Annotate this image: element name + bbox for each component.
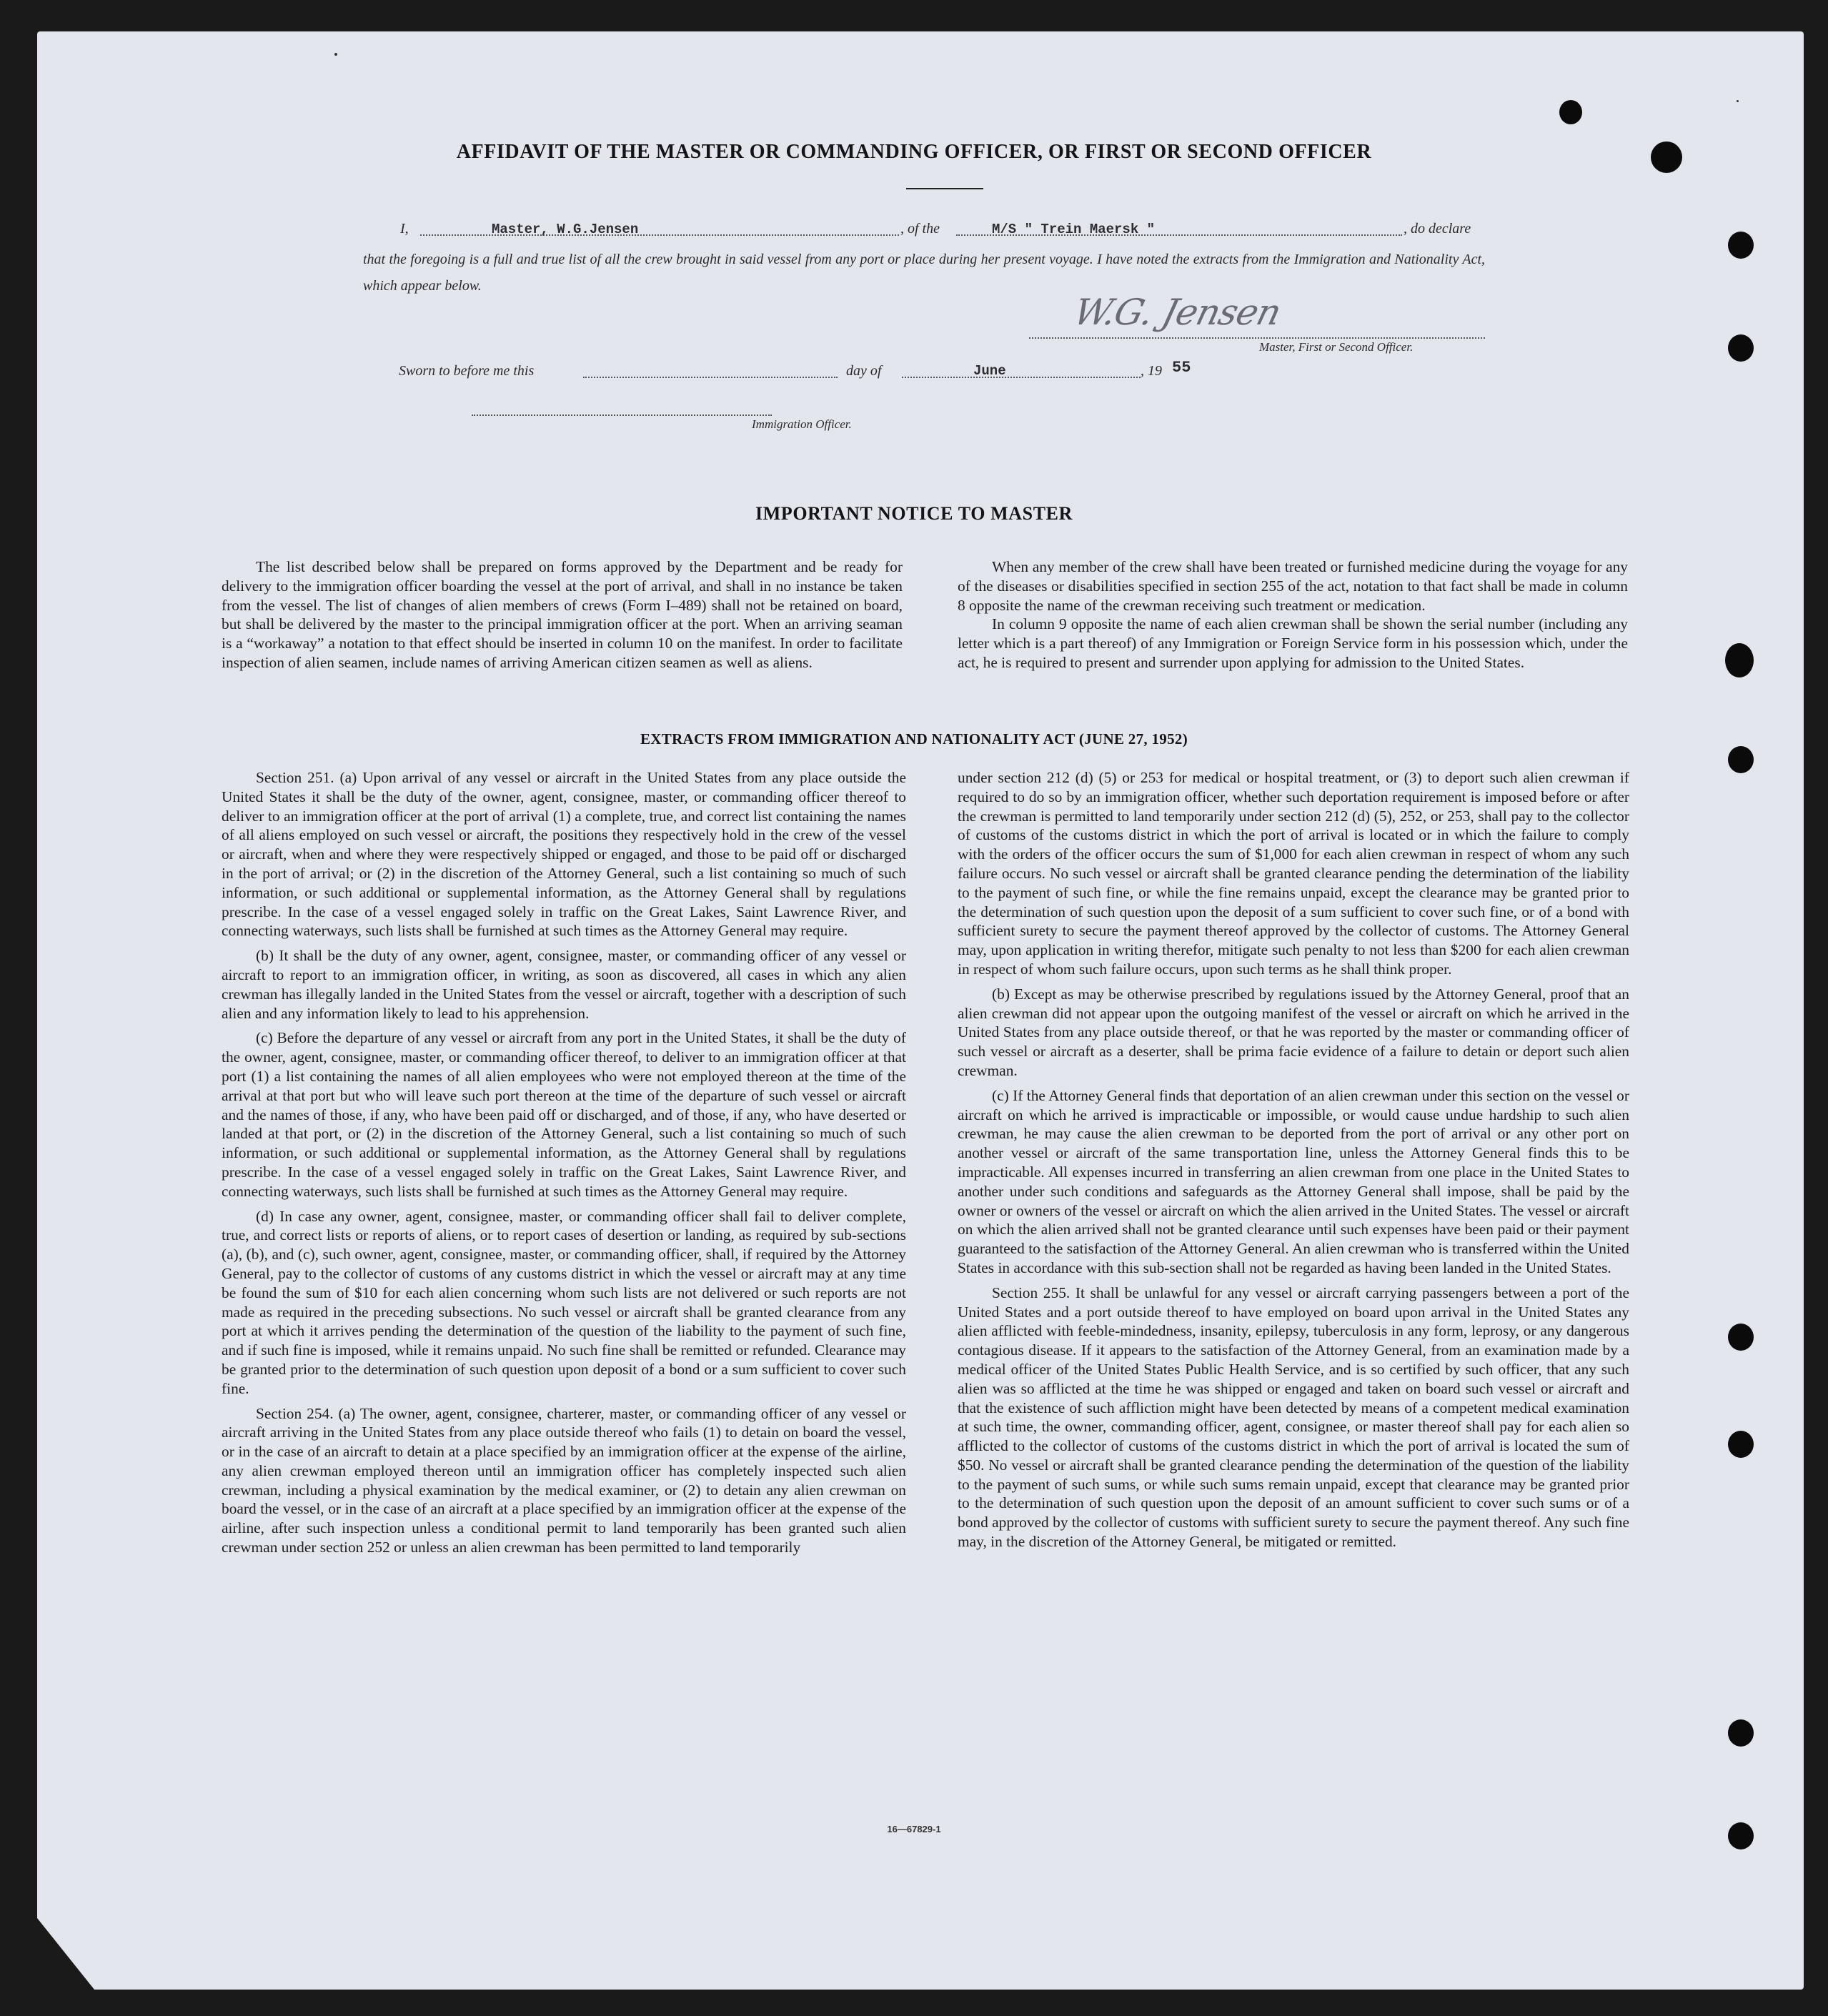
section-254c: (c) If the Attorney General finds that deportation of an alien crewman under this section on the vessel or aircraft on which he arrived is impracticable or impossible, or would cause undue hardship to such alien crewman, he may cause the alien crewman to be deported from the port of arrival or any other port on another vessel or aircraft of the same transportation line, unless the Attorney General finds this to be impracticable. All expenses incurred in transferring an alien crewman from one place in the United States to another under such conditions and safeguards as the Attorney General shall impose, shall be paid by the owner or owners of the vessel or aircraft on which the alien arrived in the United States. The vessel or aircraft on which the alien arrived shall not be granted clearance until such expenses have been paid or their payment guaranteed to the satisfaction of the Attorney General. An alien crewman who is transferred within the United States in accordance with this sub-section shall not be regarded as having been landed in the United States. bbox=[958, 1086, 1629, 1276]
month-blank bbox=[902, 377, 1141, 378]
section-251b: (b) It shall be the duty of any owner, agent, consignee, master, or commanding officer of any vessel or aircraft to report to an immigration officer, in writing, as soon as discovered, all cases in which any alien crewman has illegally landed in the United States from the vessel or aircraft, together with a description of such alien and any information likely to lead to his apprehension. bbox=[222, 947, 906, 1022]
signature-line bbox=[1029, 337, 1485, 339]
notice-right-column bbox=[958, 557, 1628, 672]
section-255: Section 255. It shall be unlawful for any vessel or aircraft carrying passengers between a port of the United States and a port outside thereof to have employed on board upon arrival in the United States any alien afflicted with feeble-mindedness, insanity, epilepsy, tuberculosis in any form, leprosy, or any dangerous contagious disease. If it appears to the satisfaction of the Attorney General, from an examination made by a medical officer of the United States Public Health Service, and is so certified by such officer, that any such alien was so afflicted at the time he was shipped or engaged and taken on board such vessel or aircraft and that the existence of such affliction might have been detected by means of a competent medical examination at such time, the owner, commanding officer, agent, consignee, or master thereof shall pay for each alien so afflicted to the collector of customs of the customs district in which the port of arrival is located the sum of $50. No vessel or aircraft shall be granted clearance pending the determination of the question of the liability to the payment of such sums, or while such sums remain unpaid, except that clearance may be granted prior to the determination of such question upon the deposit of an amount sufficient to cover such sums or of a bond approved by the collector of customs with sufficient surety to secure the payment thereof. Any such fine may, in the discretion of the Attorney General, be mitigated or remitted. bbox=[958, 1283, 1629, 1551]
extracts-heading: EXTRACTS FROM IMMIGRATION AND NATIONALITY ACT (JUNE 27, 1952) bbox=[640, 730, 1188, 748]
notice-paragraph: When any member of the crew shall have been treated or furnished medicine during the voyage for any of the diseases or disabilities specified in section 255 of the act, notation to that fact shall be made in column 8 opposite the name of the crewman receiving such treatment or medication. bbox=[958, 558, 1628, 614]
title-rule bbox=[906, 188, 983, 189]
punch-hole bbox=[1728, 334, 1754, 362]
year-prefix: , 19 bbox=[1141, 363, 1162, 379]
notice-heading: IMPORTANT NOTICE TO MASTER bbox=[755, 503, 1073, 524]
section-254a-continued: under section 212 (d) (5) or 253 for medical or hospital treatment, or (3) to deport such alien crewman if required to do so by an immigration officer, whether such deportation requirement is imposed before or after the crewman is permitted to land temporarily under section 212 (d) (5), 252, or 253, shall pay to the collector of customs of the customs district in which the port of arrival is located or in which the failure to comply with the orders of the officer occurs the sum of $1,000 for each alien crewman in respect of whom any such failure occurs. No such vessel or aircraft shall be granted clearance pending the determination of the liability to the payment of such fine, or while the fine remains unpaid, except the clearance may be granted prior to the determination of such question upon the deposit of a sum sufficient to cover such fine, or of a bond with sufficient surety to secure the payment thereof approved by the collector of customs. The Attorney General may, upon application in writing therefor, mitigate such penalty to not less than $200 for each alien crewman in respect of whom such failure occurs, upon such terms as he shall think proper. bbox=[958, 769, 1629, 978]
form-title: AFFIDAVIT OF THE MASTER OR COMMANDING OFFICER, OR FIRST OR SECOND OFFICER bbox=[456, 141, 1372, 163]
sworn-year: 55 bbox=[1172, 359, 1191, 377]
punch-hole bbox=[1728, 1719, 1754, 1747]
notice-paragraph: The list described below shall be prepared on forms approved by the Department and be ready for delivery to the immigration officer boarding the vessel at the port of arrival, and shall in no instance be taken from the vessel. The list of changes of alien members of crews (Form I–489) shall not be retained on board, but shall be delivered by the master to the principal immigration officer at the port. When an arriving seaman is a “workaway” a notation to that effect should be inserted in column 10 on the manifest. In order to facilitate inspection of alien seamen, include names of arriving American citizen seamen as well as aliens. bbox=[222, 558, 903, 671]
punch-hole bbox=[1728, 1324, 1754, 1351]
form-number: 16—67829-1 bbox=[887, 1824, 941, 1834]
ink-speck bbox=[334, 53, 337, 56]
sworn-day-blank-line bbox=[583, 377, 838, 378]
notice-left-column bbox=[222, 557, 903, 672]
section-251d: (d) In case any owner, agent, consignee, master, or commanding officer shall fail to deliver complete, true, and correct lists or reports of aliens, or to report cases of desertion or landing, as required by sub-sections (a), (b), and (c), such owner, agent, consignee, master, or commanding officer, shall, if required by the Attorney General, pay to the collector of customs of any customs district in which the vessel or aircraft may at any time be found the sum of $10 for each alien concerning whom such lists are not delivered or such reports are not made as required in the preceding subsections. No such vessel or aircraft shall be granted clearance from any port at which it arrives pending the determination of the question of the liability to the payment of such fine, and if such fine is imposed, while it remains unpaid. No such fine shall be remitted or refunded. Clearance may be granted prior to the determination of such question upon deposit of a bond or a sum sufficient to cover such fine. bbox=[222, 1207, 906, 1397]
extracts-right-column bbox=[958, 768, 1629, 1557]
declaration-statement: that the foregoing is a full and true list of all the crew brought in said vessel from any port or place during her present voyage. I have noted the extracts from the Immigration and Nationality Act, which appear below. bbox=[363, 252, 1485, 294]
of-the-label: , of the bbox=[900, 221, 940, 237]
notice-paragraph: In column 9 opposite the name of each alien crewman shall be shown the serial number (including any letter which is a part thereof) of any Immigration or Foreign Service form in his possession which, under the act, he is required to present and surrender upon applying for admission to the United States. bbox=[958, 615, 1628, 671]
section-254a: Section 254. (a) The owner, agent, consignee, charterer, master, or commanding officer of any vessel or aircraft arriving in the United States from any place outside thereof who fails (1) to detain on board the vessel, or in the case of an aircraft to detain at a place specified by an immigration officer at the expense of the airline, any alien crewman employed thereon until an immigration officer has completely inspected such alien crewman, including a physical examination by the medical examiner, or (2) to detain any alien crewman on board the vessel, or in the case of an aircraft at a place specified by an immigration officer at the expense of the airline, after such inspection unless a conditional permit to land temporarily has been granted such alien crewman under section 252 or unless an alien crewman has been permitted to land temporarily bbox=[222, 1404, 906, 1556]
ink-speck bbox=[1737, 100, 1739, 102]
officer-caption: Immigration Officer. bbox=[752, 417, 852, 431]
master-signature: W.G. Jensen bbox=[1069, 292, 1286, 333]
punch-hole bbox=[1725, 643, 1754, 677]
sworn-label: Sworn to before me this bbox=[399, 363, 535, 379]
officer-signature-line bbox=[472, 414, 772, 416]
do-declare-label: , do declare bbox=[1404, 221, 1471, 237]
day-of-label: day of bbox=[846, 363, 882, 379]
section-254b: (b) Except as may be otherwise prescribed by regulations issued by the Attorney General, proof that an alien crewman did not appear upon the outgoing manifest of the vessel or aircraft on which he arrived in the United States from any place outside thereof, or that he was reported by the master or commanding officer of such vessel or aircraft as a deserter, shall be prima facie evidence of a failure to detain or deport such alien crewman. bbox=[958, 985, 1629, 1079]
master-name: Master, W.G.Jensen bbox=[492, 222, 639, 237]
extracts-left-column bbox=[222, 768, 906, 1563]
sworn-month: June bbox=[973, 363, 1006, 379]
declare-prefix: I, bbox=[400, 221, 409, 237]
punch-hole bbox=[1559, 100, 1582, 124]
signer-caption: Master, First or Second Officer. bbox=[1259, 340, 1414, 354]
punch-hole bbox=[1728, 746, 1754, 773]
section-251c: (c) Before the departure of any vessel or aircraft from any port in the United States, it shall be the duty of the owner, agent, consignee, master, or commanding officer thereof, to deliver to an immigration officer at that port (1) a list containing the names of all alien employees who were not employed thereon at the time of the arrival at that port but who will leave such port thereon at the time of the departure of such vessel or aircraft and the names of those, if any, who have been paid off or discharged, and of those, if any, who have deserted or landed at that port, or (2) in the discretion of the Attorney General, such a list containing so much of such information, or such additional or supplemental information, as the Attorney General shall by regulations prescribe. In the case of a vessel engaged solely in traffic on the Great Lakes, Saint Lawrence River, and connecting waterways, such lists shall be furnished at such times as the Attorney General may require. bbox=[222, 1029, 906, 1200]
punch-hole bbox=[1728, 232, 1754, 259]
vessel-name: M/S " Trein Maersk " bbox=[992, 222, 1156, 237]
section-251a: Section 251. (a) Upon arrival of any vessel or aircraft in the United States from any place outside the United States it shall be the duty of the owner, agent, consignee, master, or commanding officer thereof to deliver to an immigration officer at the port of arrival (1) a complete, true, and correct list containing the names of all aliens employed on such vessel or aircraft, the positions they respectively hold in the crew of the vessel or aircraft, when and where they were respectively shipped or engaged, and those to be paid off or discharged in the port of arrival; or (2) in the discretion of the Attorney General, such a list containing so much of such information, or such additional or supplemental information, as the Attorney General shall by regulations prescribe. In the case of a vessel engaged solely in traffic on the Great Lakes, Saint Lawrence River, and connecting waterways, such lists shall be furnished at such times as the Attorney General may require. bbox=[222, 769, 906, 940]
punch-hole bbox=[1728, 1431, 1754, 1458]
